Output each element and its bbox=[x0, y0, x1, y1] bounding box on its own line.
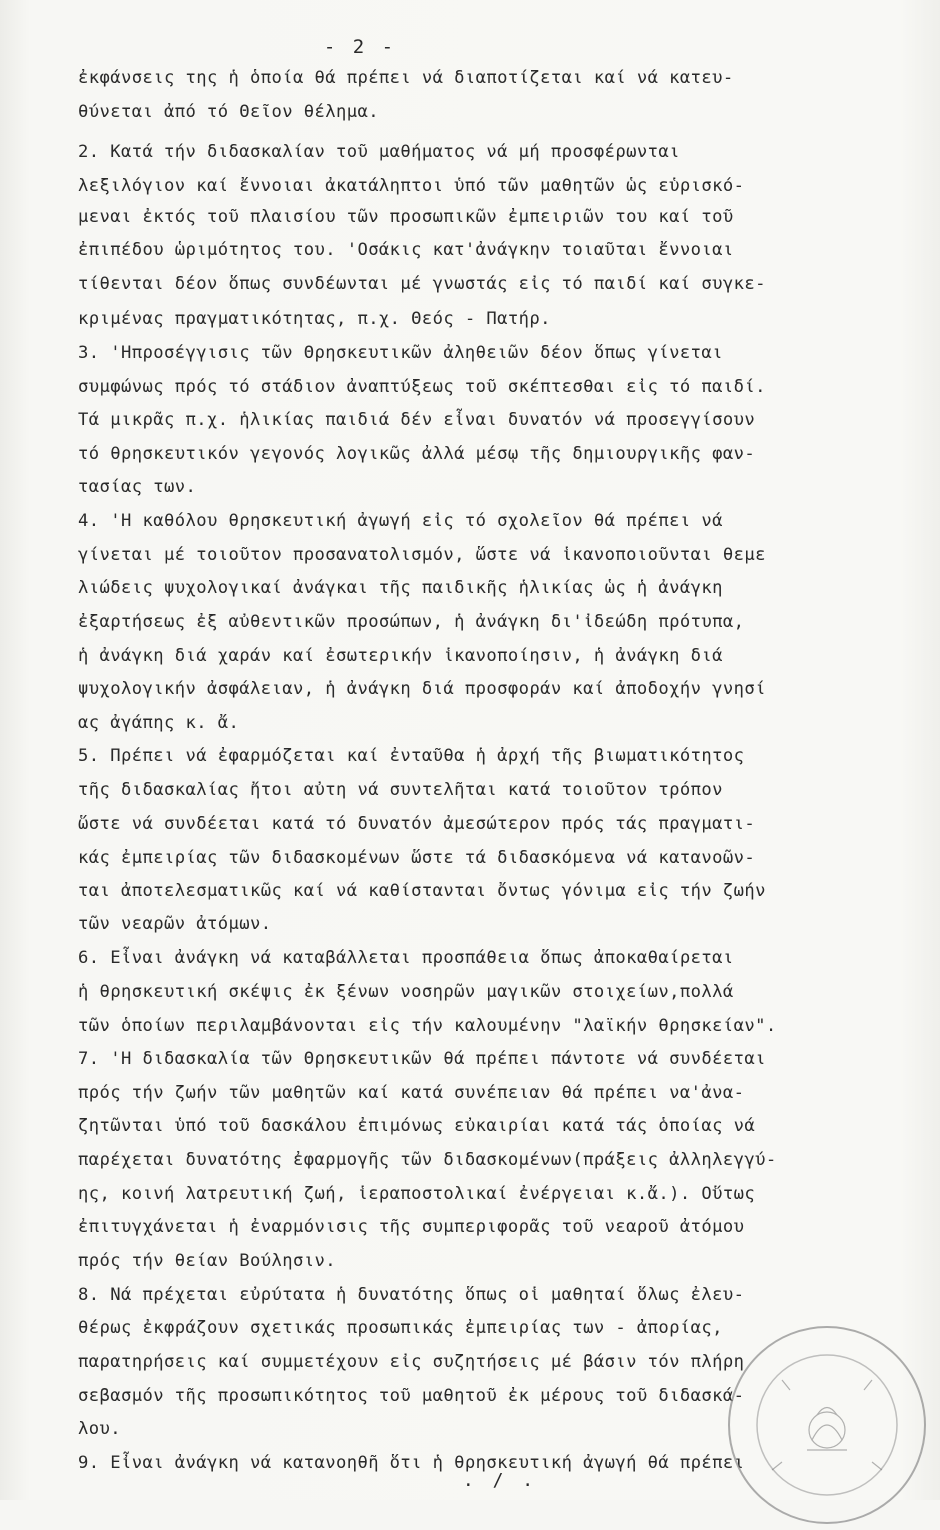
text-line: τασίας των. bbox=[78, 477, 197, 497]
text-line: μεναι ἐκτός τοῦ πλαισίου τῶν προσωπικῶν ἐμπειριῶν του καί τοῦ bbox=[78, 207, 734, 227]
text-line: 6. Εἶναι ἀνάγκη νά καταβάλλεται προσπάθεια ὅπως ἀποκαθαίρεται bbox=[78, 948, 734, 968]
text-line: 7. 'Η διδασκαλία τῶν Θρησκευτικῶν θά πρέπει πάντοτε νά συνδέεται bbox=[78, 1049, 766, 1069]
text-line: 8. Νά πρέχεται εὐρύτατα ἡ δυνατότης ὅπως οἱ μαθηταί ὅλως ἐλευ- bbox=[78, 1285, 745, 1305]
text-line: ας ἀγάπης κ. ἄ. bbox=[78, 713, 240, 733]
text-line: σεβασμόν τῆς προσωπικότητος τοῦ μαθητοῦ ἐκ μέρους τοῦ διδασκά- bbox=[78, 1386, 745, 1406]
text-line: λεξιλόγιον καί ἔννοιαι ἀκατάληπτοι ὑπό τῶν μαθητῶν ὡς εὑρισκό- bbox=[78, 176, 745, 196]
text-line: παρέχεται δυνατότης ἐφαρμογῆς τῶν διδασκομένων(πράξεις ἀλληλεγγύ- bbox=[78, 1150, 777, 1170]
text-line: ἐξαρτήσεως ἐξ αὐθεντικῶν προσώπων, ἡ ἀνάγκη δι'ἰδεώδη πρότυπα, bbox=[78, 612, 745, 632]
text-line: τίθενται δέον ὅπως συνδέωνται μέ γνωστάς εἰς τό παιδί καί συγκε- bbox=[78, 274, 766, 294]
text-line: πρός τήν ζωήν τῶν μαθητῶν καί κατά συνέπειαν θά πρέπει να'ἀνα- bbox=[78, 1083, 745, 1103]
text-line: ἐπιτυγχάνεται ἡ ἐναρμόνισις τῆς συμπεριφορᾶς τοῦ νεαροῦ ἀτόμου bbox=[78, 1217, 745, 1237]
text-line: Τά μικρᾶς π.χ. ἡλικίας παιδιά δέν εἶναι δυνατόν νά προσεγγίσουν bbox=[78, 410, 756, 430]
text-line: ζητῶνται ὑπό τοῦ δασκάλου ἐπιμόνως εὐκαιρίαι κατά τάς ὁποίας νά bbox=[78, 1116, 756, 1136]
text-line: παρατηρήσεις καί συμμετέχουν εἰς συζητήσεις μέ βάσιν τόν πλήρη bbox=[78, 1352, 745, 1372]
text-line: λου. bbox=[78, 1419, 121, 1439]
text-line: τῆς διδασκαλίας ἤτοι αὐτη νά συντελῆται κατά τοιοῦτον τρόπον bbox=[78, 780, 723, 800]
text-line: ἡ ἀνάγκη διά χαράν καί ἐσωτερικήν ἱκανοποίησιν, ἡ ἀνάγκη διά bbox=[78, 646, 723, 666]
text-line: 2. Κατά τήν διδασκαλίαν τοῦ μαθήματος νά μή προσφέρωνται bbox=[78, 142, 680, 162]
text-line: θέρως ἐκφράζουν σχετικάς προσωπικάς ἐμπειρίας των - ἀπορίας, bbox=[78, 1318, 723, 1338]
text-line: κριμένας πραγματικότητας, π.χ. Θεός - Πατήρ. bbox=[78, 309, 551, 329]
text-line: τό θρησκευτικόν γεγονός λογικῶς ἀλλά μέσῳ τῆς δημιουργικῆς φαν- bbox=[78, 444, 756, 464]
text-line: ης, κοινή λατρευτική ζωή, ἱεραποστολικαί ἐνέργειαι κ.ἄ.). Οὕτως bbox=[78, 1184, 756, 1204]
text-line: 5. Πρέπει νά ἐφαρμόζεται καί ἐνταῦθα ἡ ἀρχή τῆς βιωματικότητος bbox=[78, 746, 745, 766]
text-line: ἡ θρησκευτική σκέψις ἐκ ξένων νοσηρῶν μαγικῶν στοιχείων,πολλά bbox=[78, 982, 734, 1002]
text-line: συμφώνως πρός τό στάδιον ἀναπτύξεως τοῦ σκέπτεσθαι εἰς τό παιδί. bbox=[78, 377, 766, 397]
official-seal-stamp bbox=[722, 1320, 932, 1530]
text-line: ἐπιπέδου ὡριμότητος του. 'Οσάκις κατ'ἀνάγκην τοιαῦται ἔννοιαι bbox=[78, 240, 734, 260]
text-line: τῶν ὁποίων περιλαμβάνονται εἰς τήν καλουμένην "λαϊκήν θρησκείαν". bbox=[78, 1016, 777, 1036]
text-line: ὥστε νά συνδέεται κατά τό δυνατόν ἀμεσώτερον πρός τάς πραγματι- bbox=[78, 814, 756, 834]
continuation-mark: . / . bbox=[462, 1470, 538, 1491]
text-line: 4. 'Η καθόλου θρησκευτική ἀγωγή εἰς τό σχολεῖον θά πρέπει νά bbox=[78, 511, 723, 531]
text-line: γίνεται μέ τοιοῦτον προσανατολισμόν, ὥστε νά ἱκανοποιοῦνται θεμε bbox=[78, 545, 766, 565]
text-line: ψυχολογικήν ἀσφάλειαν, ἡ ἀνάγκη διά προσφοράν καί ἀποδοχήν γνησί bbox=[78, 679, 766, 699]
text-line: θύνεται ἀπό τό Θεῖον θέλημα. bbox=[78, 102, 379, 122]
text-line: ἐκφάνσεις της ἡ ὁποία θά πρέπει νά διαποτίζεται καί νά κατευ- bbox=[78, 68, 734, 88]
text-line: 9. Εἶναι ἀνάγκη νά κατανοηθῆ ὅτι ἡ θρησκευτική ἀγωγή θά πρέπει bbox=[78, 1453, 745, 1473]
text-line: τῶν νεαρῶν ἀτόμων. bbox=[78, 914, 272, 934]
text-line: πρός τήν θείαν Βούλησιν. bbox=[78, 1251, 336, 1271]
text-line: ται ἀποτελεσματικῶς καί νά καθίστανται ὄντως γόνιμα εἰς τήν ζωήν bbox=[78, 881, 766, 901]
text-line: 3. 'Ηπροσέγγισις τῶν Θρησκευτικῶν ἀληθειῶν δέον ὅπως γίνεται bbox=[78, 343, 723, 363]
text-line: κάς ἐμπειρίας τῶν διδασκομένων ὥστε τά διδασκόμενα νά κατανοῶν- bbox=[78, 848, 756, 868]
page-number: - 2 - bbox=[323, 36, 397, 58]
text-line: λιώδεις ψυχολογικαί ἀνάγκαι τῆς παιδικῆς ἡλικίας ὡς ἡ ἀνάγκη bbox=[78, 578, 723, 598]
